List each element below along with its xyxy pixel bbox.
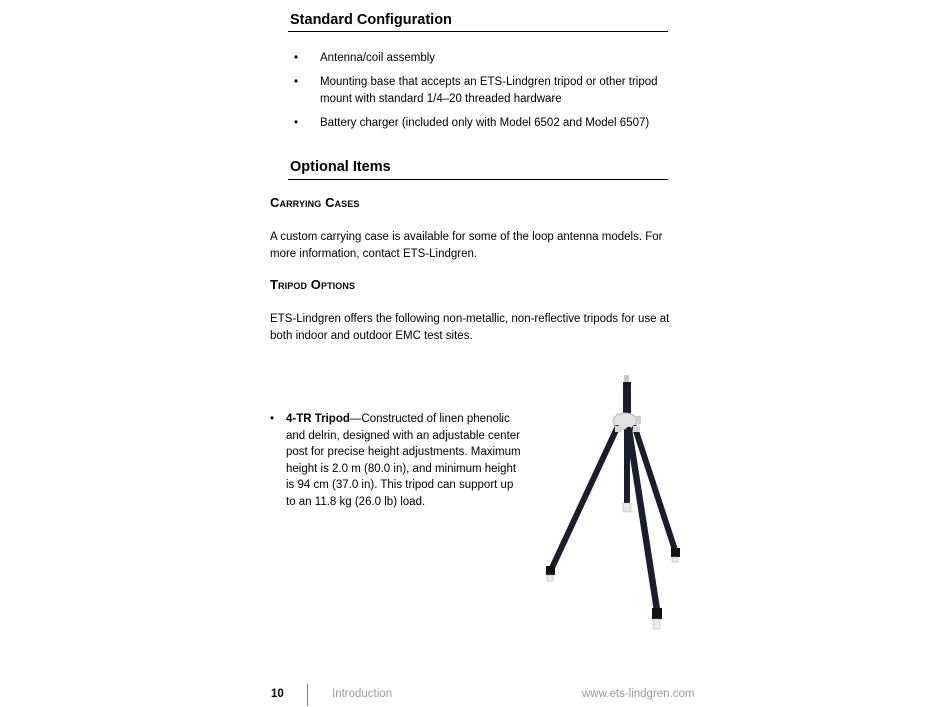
carrying-cases-text: A custom carrying case is available for some of the loop antenna models. For more information, contact ETS-Lindgren.: [270, 231, 663, 260]
page-number: 10: [271, 688, 284, 700]
standard-item-text: Mounting base that accepts an ETS-Lindgren tripod or other tripod mount with standard 1/4–20 threaded hardware: [320, 76, 658, 105]
bullet-icon: •: [294, 76, 299, 88]
tripod-item-name: 4-TR Tripod: [286, 413, 350, 425]
standard-item-3: [290, 115, 670, 132]
standard-item-2: [290, 74, 670, 108]
standard-item-text: Battery charger (included only with Model 6502 and Model 6507): [320, 117, 650, 129]
optional-items-heading: Optional Items: [290, 159, 391, 175]
carrying-cases-heading: Carrying Cases: [270, 195, 360, 210]
standard-configuration-rule: [288, 31, 668, 32]
bullet-icon: •: [294, 52, 299, 64]
tripod-image: [535, 370, 695, 640]
footer-section: Introduction: [332, 688, 393, 700]
tripod-options-text: ETS-Lindgren offers the following non-metallic, non-reflective tripods for use at both indoor and outdoor EMC test sites.: [270, 313, 670, 342]
bullet-icon: •: [294, 117, 299, 129]
standard-item-text: Antenna/coil assembly: [320, 52, 436, 64]
standard-configuration-heading: Standard Configuration: [290, 12, 452, 28]
tripod-options-heading: Tripod Options: [270, 277, 356, 292]
tripod-item-bullet: •: [270, 413, 275, 425]
footer-divider: [307, 684, 308, 706]
optional-items-rule: [288, 179, 668, 180]
tripod-item: [286, 411, 526, 510]
standard-item-1: [290, 50, 670, 67]
tripod-item-description: —Constructed of linen phenolic and delrin, designed with an adjustable center post for precise height adjustments. Maximum height is 2.0 m (80.0 in), and minimum height is 94 cm (37.0 in). This tripod can support up to an 11.8 kg (26.0 lb) load.: [286, 413, 521, 508]
footer-website: www.ets-lindgren.com: [582, 688, 695, 700]
